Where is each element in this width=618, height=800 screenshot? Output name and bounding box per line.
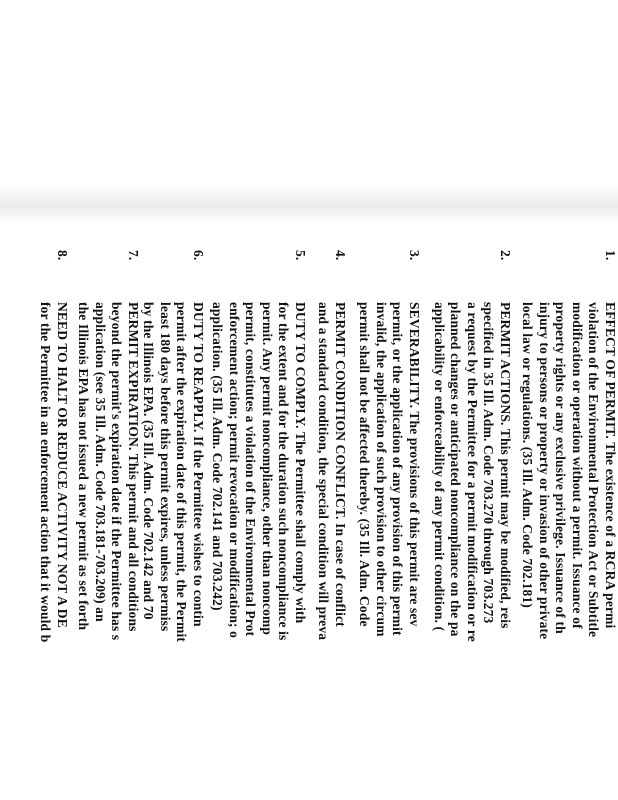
text-line: modification or operation without a permit. Issuance of: [569, 302, 585, 629]
item-number: 7.: [126, 250, 141, 261]
text-line: permit, constitutes a violation of the Environmental Prot: [243, 302, 259, 637]
item-number: 2.: [498, 250, 513, 261]
item-body: [208, 302, 308, 640]
text-line: a request by the Permittee for a permit modification or re: [464, 302, 480, 642]
item-body: [430, 302, 513, 642]
text-line: permit, or the application of any provision of this permit: [390, 302, 406, 636]
item-body: [37, 302, 70, 642]
text-line: application. (35 Ill. Adm. Code 702.141 and 703.242): [210, 302, 226, 611]
text-line: planned changes or anticipated noncompliance on the pa: [448, 302, 464, 637]
text-line: DUTY TO REAPPLY. If the Permittee wishes to contin: [191, 302, 206, 627]
item-number: 5.: [293, 250, 308, 261]
text-line: NEED TO HALT OR REDUCE ACTIVITY NOT A DE: [55, 302, 70, 628]
text-line: PERMIT EXPIRATION. This permit and all conditions: [126, 302, 141, 632]
text-line: property rights or any exclusive privilege. Issuance of th: [553, 302, 569, 634]
text-line: and a standard condition, the special condition will preva: [316, 302, 332, 641]
text-line: enforcement action; permit revocation or modification; o: [226, 302, 242, 639]
item-number: 3.: [407, 250, 422, 261]
text-line: violation of the Environmental Protection Act or Subtitle: [586, 302, 602, 638]
text-line: local law or regulations. (35 Ill. Adm. Code 702.181): [520, 302, 536, 608]
item-number: 8.: [55, 250, 70, 261]
text-line: SEVERABILITY. The provisions of this permit are sev: [407, 302, 422, 627]
text-line: EFFECT OF PERMIT. The existence of a RCRA permi: [603, 302, 618, 629]
rotated-permit-text: [38, 250, 618, 800]
text-line: beyond the permit's expiration date if the Permittee has s: [109, 302, 125, 641]
item-body: [140, 302, 206, 642]
text-line: permit. Any permit noncompliance, other than noncomp: [259, 302, 275, 636]
text-line: the Illinois EPA has not issued a new permit as set forth: [76, 302, 92, 631]
text-line: permit after the expiration date of this permit, the Permit: [174, 302, 190, 643]
item-body: [315, 302, 348, 640]
text-line: PERMIT CONDITION CONFLICT. In case of conflict: [333, 302, 348, 627]
item-body: [356, 302, 422, 637]
item-number: 1.: [603, 250, 618, 261]
text-line: PERMIT ACTIONS. This permit may be modified, reis: [498, 302, 513, 629]
scan-artifact-band: [0, 185, 618, 225]
item-body: [518, 302, 618, 639]
text-line: least 180 days before this permit expires, unless permiss: [157, 302, 173, 632]
text-line: injury to persons or property or invasion of other private: [536, 302, 552, 640]
item-number: 4.: [333, 250, 348, 261]
text-line: specified in 35 Ill. Adm. Code 703.270 through 703.273: [481, 302, 497, 624]
text-line: applicability or enforceability of any permit condition. (: [431, 302, 447, 632]
text-line: for the extent and for the duration such noncompliance is: [276, 302, 292, 641]
text-line: invalid, the application of such provision to other circum: [373, 302, 389, 637]
text-line: permit shall not be affected thereby. (35 Ill. Adm. Code: [357, 302, 373, 627]
text-line: application (see 35 Ill. Adm. Code 703.181-703.209) an: [92, 302, 108, 622]
text-line: for the Permittee in an enforcement action that it would b: [38, 302, 54, 643]
item-body: [75, 302, 141, 640]
text-line: by the Illinois EPA. (35 Ill. Adm. Code 702.142 and 70: [141, 302, 157, 620]
item-number: 6.: [191, 250, 206, 261]
text-line: DUTY TO COMPLY. The Permittee shall comply with: [293, 302, 308, 624]
